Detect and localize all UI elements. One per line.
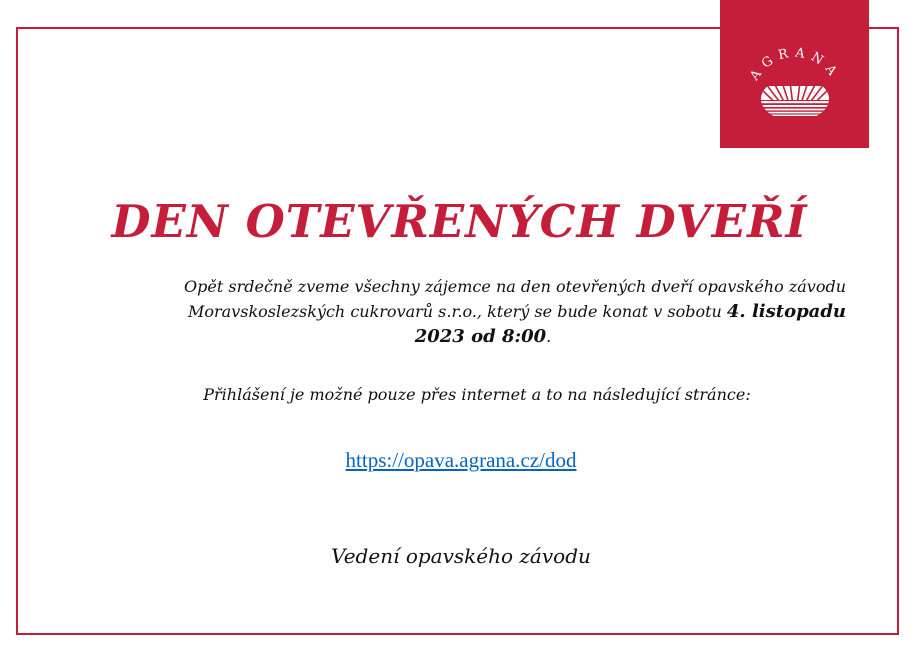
- intro-paragraph: [90, 274, 846, 349]
- registration-link[interactable]: https://opava.agrana.cz/dod: [345, 448, 577, 472]
- event-date: 4. listopadu: [726, 301, 846, 322]
- intro-line-3-end: .: [546, 327, 552, 346]
- intro-line-1: Opět srdečně zveme všechny zájemce na den otevřených dveří opavského závodu: [184, 277, 846, 296]
- signature: Vedení opavského závodu: [331, 544, 591, 568]
- intro-line-2: Moravskoslezských cukrovarů s.r.o., který se bude konat v sobotu: [188, 302, 727, 321]
- registration-link-wrap: [0, 447, 919, 473]
- intro-line-3: [90, 324, 846, 349]
- agrana-logo-icon: [720, 0, 869, 148]
- svg-text:AGRANA: AGRANA: [747, 45, 843, 84]
- page-title: DEN OTEVŘENÝCH DVEŘÍ: [111, 195, 808, 248]
- signup-note: Přihlášení je možné pouze přes internet a to na následující stránce:: [203, 385, 751, 404]
- agrana-logo: [720, 0, 869, 148]
- event-year-time: 2023 od 8:00: [414, 326, 547, 347]
